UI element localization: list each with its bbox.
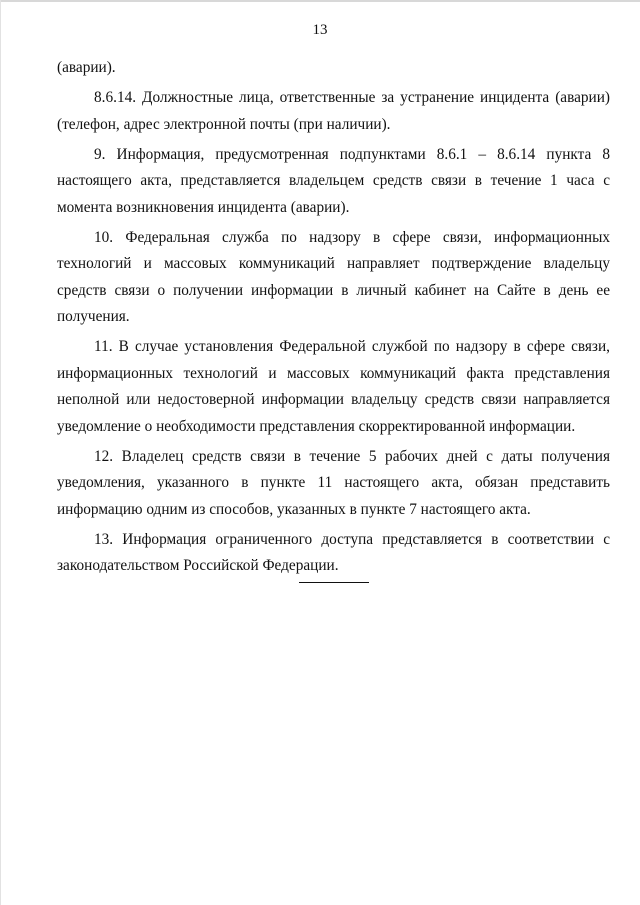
paragraph-11: 11. В случае установления Федеральной службой по надзору в сфере связи, информационных технологий и массовых коммуникаций факта представления неполной или недостоверной информации владельцу средств связи направляется уведомление о необходимости представления скорректированной информации. [57, 338, 610, 435]
paragraph-13: 13. Информация ограниченного доступа представляется в соответствии с законодательством Российской Федерации. [57, 530, 610, 574]
paragraph-12: 12. Владелец средств связи в течение 5 рабочих дней с даты получения уведомления, указанного в пункте 11 настоящего акта, обязан представить информацию одним из способов, указанных в пункте 7 настоящего акта. [57, 447, 610, 518]
paragraph-10: 10. Федеральная служба по надзору в сфере связи, информационных технологий и массовых коммуникаций направляет подтверждение владельцу средств связи о получении информации в личный кабинет на Сайте в день ее получения. [57, 228, 610, 325]
paragraph-continuation: (аварии). [57, 59, 116, 76]
end-of-text-rule [299, 582, 369, 583]
document-body [57, 55, 610, 583]
page-edge-top [0, 0, 640, 2]
paragraph-8-6-14: 8.6.14. Должностные лица, ответственные за устранение инцидента (аварии) (телефон, адрес электронной почты (при наличии). [57, 89, 610, 133]
paragraph-9: 9. Информация, предусмотренная подпунктами 8.6.1 – 8.6.14 пункта 8 настоящего акта, представляется владельцем средств связи в течение 1 часа с момента возникновения инцидента (аварии). [57, 145, 610, 216]
page-number: 13 [312, 22, 328, 38]
page-edge-left [0, 0, 1, 905]
